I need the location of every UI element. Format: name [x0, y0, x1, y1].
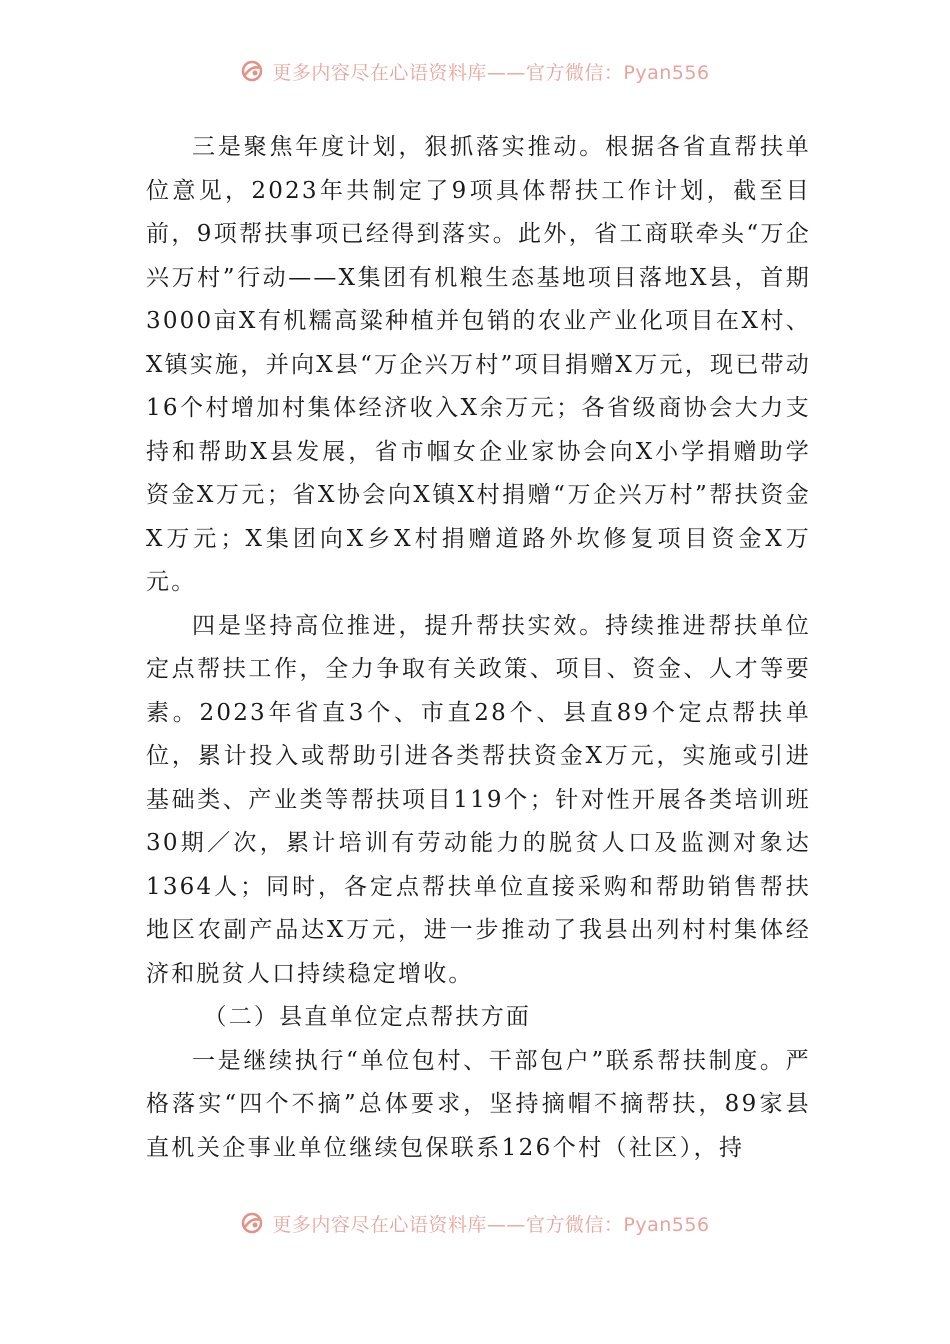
section-heading-county-units: （二）县直单位定点帮扶方面: [203, 1004, 532, 1030]
header-watermark: [0, 56, 950, 86]
paragraph-three-focus-annual-plan: 三是聚焦年度计划，狠抓落实推动。根据各省直帮扶单位意见，2023年共制定了9项具体帮扶工作计划，截至目前，9项帮扶事项已经得到落实。此外，省工商联牵头“万企兴万村”行动——X集团有机粮生态基地项目落地X县，首期3000亩X有机糯高粱种植并包销的农业产业化项目在X村、X镇实施，并向X县“万企兴万村”项目捐赠X万元，现已带动16个村增加村集体经济收入X余万元；各省级商协会大力支持和帮助X县发展，省市帼女企业家协会向X小学捐赠助学资金X万元；省X协会向X镇X村捐赠“万企兴万村”帮扶资金X万元；X集团向X乡X村捐赠道路外坎修复项目资金X万元。: [146, 134, 811, 595]
watermark-text: 更多内容尽在心语资料库——官方微信：Pyan556: [272, 1213, 710, 1236]
paragraph-four-high-level-push: 四是坚持高位推进，提升帮扶实效。持续推进帮扶单位定点帮扶工作，全力争取有关政策、项目、资金、人才等要素。2023年省直3个、市直28个、县直89个定点帮扶单位，累计投入或帮助引进各类帮扶资金X万元，实施或引进基础类、产业类等帮扶项目119个；针对性开展各类培训班30期／次，累计培训有劳动能力的脱贫人口及监测对象达1364人；同时，各定点帮扶单位直接采购和帮助销售帮扶地区农副产品达X万元，进一步推动了我县出列村村集体经济和脱贫人口持续稳定增收。: [146, 612, 811, 987]
paragraph-one-contact-system: 一是继续执行“单位包村、干部包户”联系帮扶制度。严格落实“四个不摘”总体要求，坚持摘帽不摘帮扶，89家县直机关企事业单位继续包保联系126个村（社区），持: [146, 1047, 811, 1161]
document-body: [146, 126, 811, 1170]
watermark-logo-icon: [240, 59, 264, 83]
watermark-text: 更多内容尽在心语资料库——官方微信：Pyan556: [272, 61, 710, 84]
watermark-logo-icon: [240, 1211, 264, 1235]
footer-watermark: [0, 1208, 950, 1238]
